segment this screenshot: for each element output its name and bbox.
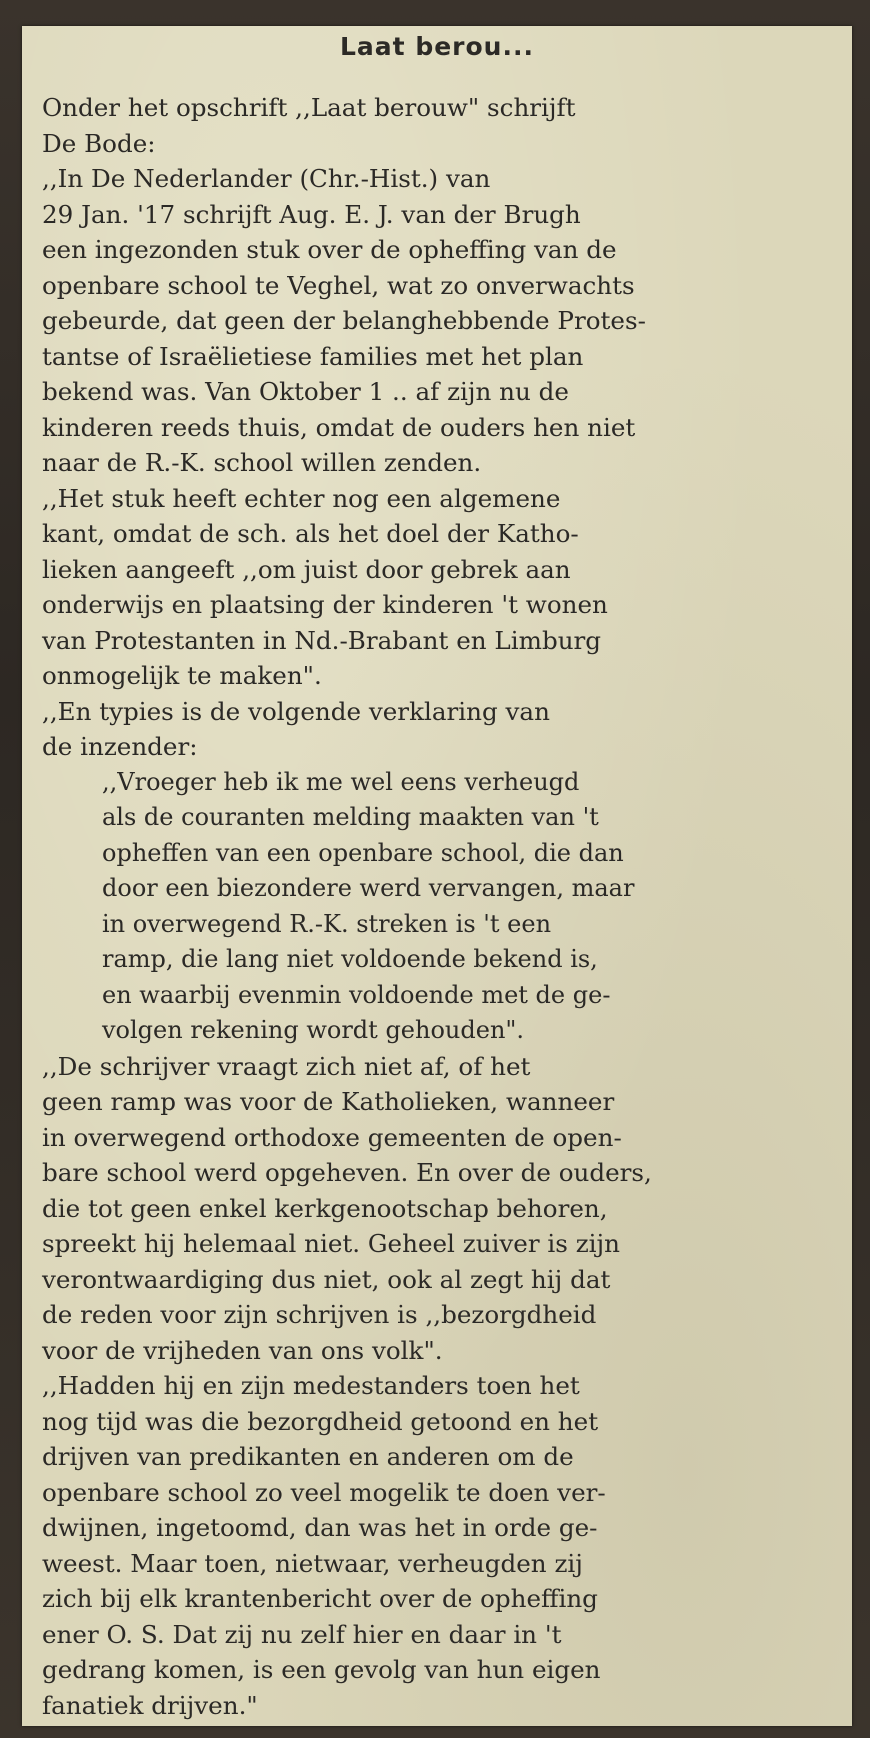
article-paragraph [42, 694, 842, 765]
text-line: tantse of Israëlietiese families met het plan [42, 341, 584, 371]
text-line: spreekt hij helemaal niet. Geheel zuiver is zijn [42, 1229, 621, 1258]
text-line: opheffen van een openbare school, die dan [102, 838, 624, 867]
text-line: die tot geen enkel kerkgenootschap behoren, [42, 1193, 608, 1223]
text-line: bare school werd opgeheven. En over de ouders, [42, 1158, 652, 1187]
text-line: voor de vrijheden van ons volk". [42, 1335, 443, 1365]
text-line: de inzender: [42, 732, 198, 761]
text-line: verontwaardiging dus niet, ook al zegt hij dat [42, 1264, 611, 1294]
article-paragraph [42, 161, 842, 481]
text-line: van Protestanten in Nd.-Brabant en Limburg [42, 625, 602, 655]
text-line: zich bij elk krantenbericht over de opheffing [42, 1584, 598, 1613]
text-line: ,,Hadden hij en zijn medestanders toen het [42, 1371, 580, 1400]
text-line: in overwegend orthodoxe gemeenten de open- [42, 1122, 622, 1152]
text-line: onderwijs en plaatsing der kinderen 't wonen [42, 590, 608, 619]
article-paragraph [42, 481, 842, 694]
article-paragraph [42, 1368, 842, 1723]
text-line: drijven van predikanten en anderen om de [42, 1442, 574, 1471]
text-line: de reden voor zijn schrijven is ,,bezorgdheid [42, 1300, 597, 1329]
article-paragraph [42, 90, 842, 161]
text-line: en waarbij evenmin voldoende met de ge- [102, 980, 611, 1009]
text-line: ,,De schrijver vraagt zich niet af, of het [42, 1051, 531, 1081]
newspaper-clipping [22, 26, 852, 1726]
text-line: dwijnen, ingetoomd, dan was het in orde ge- [42, 1513, 598, 1542]
text-line: als de couranten melding maakten van 't [102, 803, 599, 831]
text-line: kant, omdat de sch. als het doel der Katho- [42, 519, 579, 548]
text-line: kinderen reeds thuis, omdat de ouders hen niet [42, 412, 636, 442]
text-line: ,,In De Nederlander (Chr.-Hist.) van [42, 164, 491, 193]
text-line: lieken aangeeft ,,om juist door gebrek aan [42, 554, 571, 584]
text-line: ener O. S. Dat zij nu zelf hier en daar in 't [42, 1619, 562, 1649]
text-line: ramp, die lang niet voldoende bekend is, [102, 945, 598, 973]
text-line: fanatiek drijven." [42, 1690, 258, 1720]
text-line: ,,Het stuk heeft echter nog een algemene [42, 483, 561, 513]
text-line: De Bode: [42, 128, 156, 158]
text-line: onmogelijk te maken". [42, 661, 322, 690]
text-line: volgen rekening wordt gehouden". [102, 1016, 525, 1044]
text-line: Onder het opschrift ,,Laat berouw" schrijft [42, 93, 576, 122]
text-line: openbare school te Veghel, wat zo onverwachts [42, 270, 635, 300]
text-line: ,,Vroeger heb ik me wel eens verheugd [102, 767, 580, 796]
quoted-paragraph [42, 765, 842, 1049]
text-line: geen ramp was voor de Katholieken, wanneer [42, 1087, 615, 1116]
text-line: openbare school zo veel mogelik te doen ver- [42, 1477, 606, 1507]
text-line: bekend was. Van Oktober 1 .. af zijn nu de [42, 377, 569, 406]
article-body [42, 90, 842, 1723]
text-line: door een biezondere werd vervangen, maar [102, 874, 635, 902]
text-line: een ingezonden stuk over de opheffing van de [42, 235, 617, 264]
article-paragraph [42, 1049, 842, 1369]
text-line: 29 Jan. '17 schrijft Aug. E. J. van der Brugh [42, 199, 581, 229]
text-line: weest. Maar toen, nietwaar, verheugden zij [42, 1548, 583, 1578]
text-line: nog tijd was die bezorgdheid getoond en het [42, 1406, 599, 1436]
article-heading: Laat berou... [340, 32, 534, 61]
text-line: in overwegend R.-K. streken is 't een [102, 909, 552, 938]
text-line: ,,En typies is de volgende verklaring van [42, 696, 550, 726]
text-line: gebeurde, dat geen der belanghebbende Protes- [42, 306, 646, 335]
text-line: gedrang komen, is een gevolg van hun eigen [42, 1655, 601, 1684]
text-line: naar de R.-K. school willen zenden. [42, 448, 482, 477]
